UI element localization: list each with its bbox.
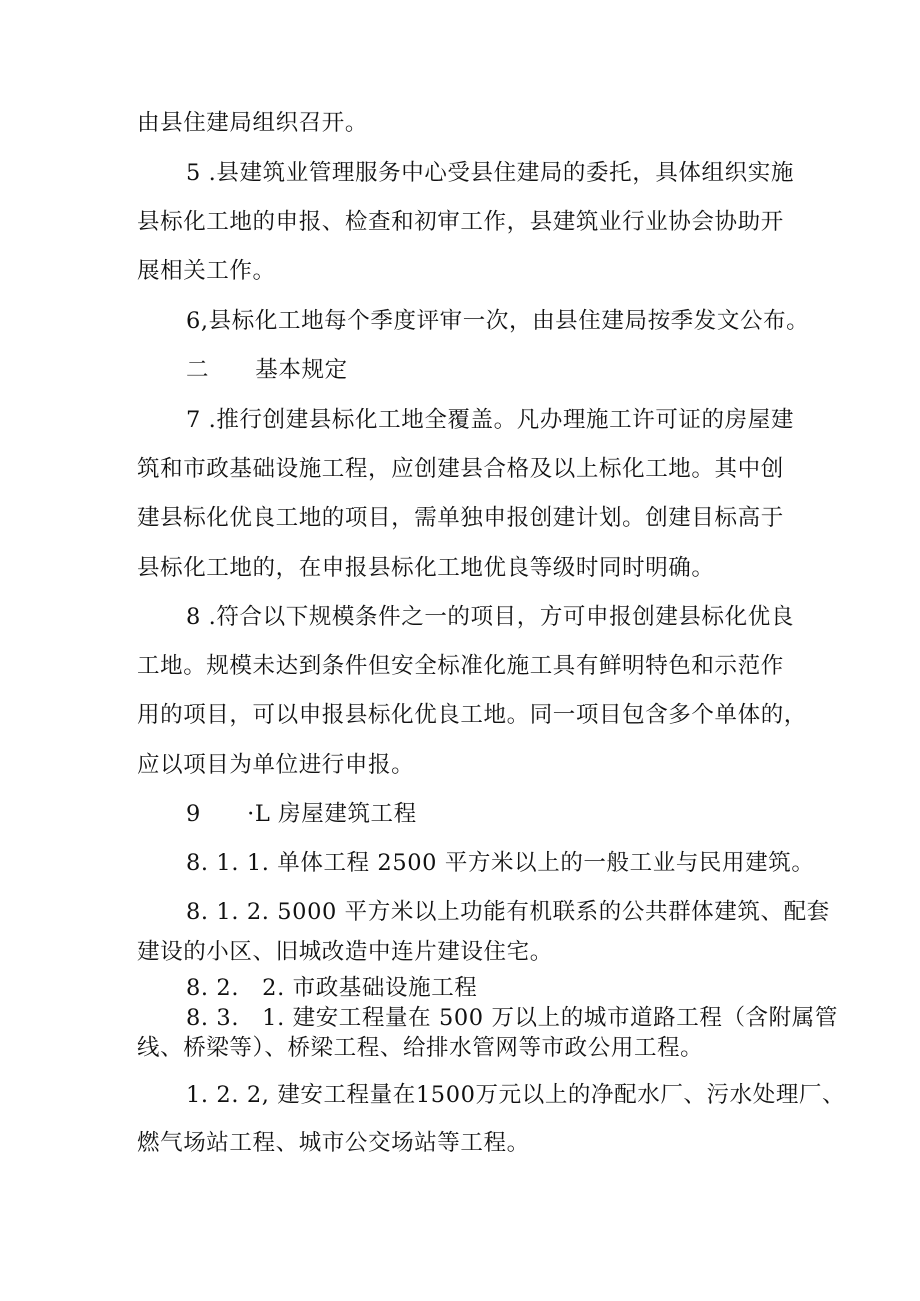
item-8-line-2: 工地。规模未达到条件但安全标准化施工具有鲜明特色和示范作 — [137, 653, 784, 679]
item-8-line-1: 8 .符合以下规模条件之一的项目，方可申报创建县标化优良 — [186, 604, 794, 630]
subheading-municipal-works: 8. 2. 2. 市政基础设施工程 — [186, 975, 478, 1001]
item-7-line-2: 筑和市政基础设施工程，应创建县合格及以上标化工地。其中创 — [137, 456, 784, 482]
item-8-line-3: 用的项目，可以申报县标化优良工地。同一项目包含多个单体的， — [137, 702, 807, 728]
text-line-1: 由县住建局组织召开。 — [137, 110, 369, 136]
item-5-line-1: 5 .县建筑业管理服务中心受县住建局的委托，具体组织实施 — [186, 160, 794, 186]
item-8-3-1-line-2: 线、桥梁等）、桥梁工程、给排水管网等市政公用工程。 — [137, 1035, 704, 1061]
item-8-1-2-line-2: 建设的小区、旧城改造中连片建设住宅。 — [137, 939, 553, 965]
item-5-line-3: 展相关工作。 — [137, 258, 276, 284]
item-6-line: 6,县标化工地每个季度评审一次，由县住建局按季发文公布。 — [186, 308, 810, 334]
section-heading-basic-rules: 二 基本规定 — [186, 357, 348, 383]
item-7-line-3: 建县标化优良工地的项目，需单独申报创建计划。创建目标高于 — [137, 505, 784, 531]
item-1-2-2-line-2: 燃气场站工程、城市公交场站等工程。 — [137, 1130, 530, 1156]
item-8-1-1-line: 8. 1. 1. 单体工程 2500 平方米以上的一般工业与民用建筑。 — [186, 850, 815, 876]
item-8-3-1-line-1: 8. 3. 1. 建安工程量在 500 万以上的城市道路工程（含附属管 — [186, 1005, 838, 1031]
item-7-line-1: 7 .推行创建县标化工地全覆盖。凡办理施工许可证的房屋建 — [186, 407, 794, 433]
item-5-line-2: 县标化工地的申报、检查和初审工作，县建筑业行业协会协助开 — [137, 209, 784, 235]
subheading-building-works: 9 ·L 房屋建筑工程 — [186, 801, 417, 827]
item-8-1-2-line-1: 8. 1. 2. 5000 平方米以上功能有机联系的公共群体建筑、配套 — [186, 899, 830, 925]
item-8-line-4: 应以项目为单位进行申报。 — [137, 752, 415, 778]
item-7-line-4: 县标化工地的，在申报县标化工地优良等级时同时明确。 — [137, 555, 715, 581]
item-1-2-2-line-1: 1. 2. 2, 建安工程量在1500万元以上的净配水厂、污水处理厂、 — [186, 1082, 846, 1108]
